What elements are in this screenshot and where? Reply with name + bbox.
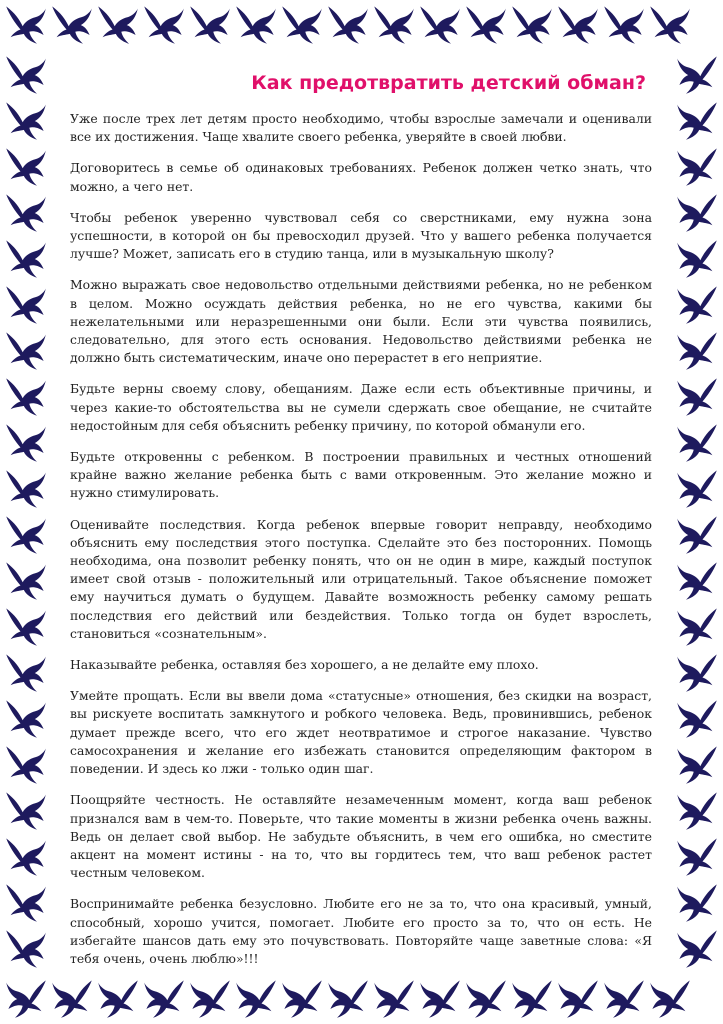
swallow-bird-icon xyxy=(190,6,230,43)
swallow-bird-icon xyxy=(677,838,717,875)
swallow-bird-icon xyxy=(558,6,598,43)
swallow-bird-icon xyxy=(374,980,414,1017)
swallow-bird-icon xyxy=(677,424,717,461)
swallow-bird-icon xyxy=(98,6,138,43)
swallow-bird-icon xyxy=(6,470,46,507)
swallow-bird-icon xyxy=(6,6,46,43)
paragraph: Договоритесь в семье об одинаковых требованиях. Ребенок должен четко знать, что можно, а чего нет. xyxy=(70,160,652,194)
swallow-bird-icon xyxy=(6,286,46,323)
swallow-bird-icon xyxy=(6,608,46,645)
swallow-bird-icon xyxy=(677,286,717,323)
swallow-bird-icon xyxy=(236,6,276,43)
swallow-bird-icon xyxy=(6,930,46,967)
swallow-bird-icon xyxy=(677,654,717,691)
swallow-bird-icon xyxy=(374,6,414,43)
swallow-bird-icon xyxy=(144,980,184,1017)
swallow-bird-icon xyxy=(677,378,717,415)
swallow-bird-icon xyxy=(420,6,460,43)
swallow-bird-icon xyxy=(466,980,506,1017)
swallow-bird-icon xyxy=(677,516,717,553)
swallow-bird-icon xyxy=(282,980,322,1017)
paragraph: Будьте верны своему слову, обещаниям. Даже если есть объективные причины, и через какие-то обстоятельства вы не сумели сдержать свое обещание, не считайте недостойным для себя объяснить ребенку причину, по которой обманули его. xyxy=(70,381,652,433)
swallow-bird-icon xyxy=(236,980,276,1017)
swallow-bird-icon xyxy=(677,148,717,185)
paragraph-list xyxy=(70,110,652,968)
swallow-bird-icon xyxy=(604,6,644,43)
swallow-bird-icon xyxy=(328,980,368,1017)
swallow-bird-icon xyxy=(512,980,552,1017)
paragraph: Будьте откровенны с ребенком. В построении правильных и честных отношений крайне важно желание ребенка быть с вами откровенным. Это желание можно и нужно стимулировать. xyxy=(70,449,652,501)
swallow-bird-icon xyxy=(6,746,46,783)
swallow-bird-icon xyxy=(6,378,46,415)
swallow-bird-icon xyxy=(144,6,184,43)
swallow-bird-icon xyxy=(677,792,717,829)
page-title: Как предотвратить детский обман? xyxy=(251,72,646,94)
paragraph: Оценивайте последствия. Когда ребенок впервые говорит неправду, необходимо объяснить ему последствия этого поступка. Сделайте это без посторонних. Помощь необходима, она позволит ребенку понять, что он не один в мире, каждый поступок имеет свой отзыв - положительный или отрицательный. Такое объяснение поможет ему научиться думать о будущем. Давайте возможность ребенку самому решать последствия его действий или бездействия. Только тогда он будет взрослеть, становиться «сознательным». xyxy=(70,516,652,641)
swallow-bird-icon xyxy=(6,424,46,461)
swallow-bird-icon xyxy=(6,562,46,599)
swallow-bird-icon xyxy=(6,194,46,231)
swallow-bird-icon xyxy=(6,838,46,875)
swallow-bird-icon xyxy=(6,240,46,277)
swallow-bird-icon xyxy=(6,884,46,921)
swallow-bird-icon xyxy=(677,332,717,369)
swallow-bird-icon xyxy=(98,980,138,1017)
swallow-bird-icon xyxy=(677,884,717,921)
swallow-bird-icon xyxy=(6,332,46,369)
swallow-bird-icon xyxy=(190,980,230,1017)
swallow-bird-icon xyxy=(6,700,46,737)
swallow-bird-icon xyxy=(466,6,506,43)
swallow-bird-icon xyxy=(282,6,322,43)
swallow-bird-icon xyxy=(677,240,717,277)
swallow-bird-icon xyxy=(52,980,92,1017)
swallow-bird-icon xyxy=(558,980,598,1017)
swallow-bird-icon xyxy=(6,654,46,691)
swallow-bird-icon xyxy=(677,56,717,93)
paragraph: Уже после трех лет детям просто необходимо, чтобы взрослые замечали и оценивали все их достижения. Чаще хвалите своего ребенка, уверяйте в своей любви. xyxy=(70,111,652,145)
article xyxy=(70,72,652,981)
swallow-bird-icon xyxy=(677,102,717,139)
swallow-bird-icon xyxy=(328,6,368,43)
swallow-bird-icon xyxy=(677,700,717,737)
swallow-bird-icon xyxy=(6,516,46,553)
swallow-bird-icon xyxy=(512,6,552,43)
swallow-bird-icon xyxy=(52,6,92,43)
swallow-bird-icon xyxy=(677,562,717,599)
swallow-bird-icon xyxy=(677,930,717,967)
paragraph: Наказывайте ребенка, оставляя без хорошего, а не делайте ему плохо. xyxy=(70,657,539,673)
swallow-bird-icon xyxy=(650,6,690,43)
paragraph: Воспринимайте ребенка безусловно. Любите его не за то, что она красивый, умный, способный, хорошо учится, помогает. Любите его просто за то, что он есть. Не избегайте шансов дать ему это почувствовать. Повторяйте чаще заветные слова: «Я тебя очень, очень люблю»!!! xyxy=(70,896,652,966)
swallow-bird-icon xyxy=(677,470,717,507)
swallow-bird-icon xyxy=(677,746,717,783)
swallow-bird-icon xyxy=(6,792,46,829)
swallow-bird-icon xyxy=(6,980,46,1017)
swallow-bird-icon xyxy=(6,102,46,139)
swallow-bird-icon xyxy=(6,148,46,185)
paragraph: Можно выражать свое недовольство отдельными действиями ребенка, но не ребенком в целом. Можно осуждать действия ребенка, но не его чувства, какими бы нежелательными или неразрешенными они были. Если эти чувства появились, следовательно, для этого есть основания. Недовольство действиями ребенка не должно быть систематическим, иначе оно перерастет в его неприятие. xyxy=(70,277,652,366)
paragraph: Поощряйте честность. Не оставляйте незамеченным момент, когда ваш ребенок признался вам в чем-то. Поверьте, что такие моменты в жизни ребенка очень важны. Ведь он делает свой выбор. Не забудьте объяснить, в чем его ошибка, но сместите акцент на момент истины - на то, что вы гордитесь тем, что ваш ребенок растет честным человеком. xyxy=(70,792,652,881)
paragraph: Умейте прощать. Если вы ввели дома «статусные» отношения, без скидки на возраст, вы рискуете воспитать замкнутого и робкого человека. Ведь, провинившись, ребенок думает прежде всего, что его ждет неотвратимое и строгое наказание. Чувство самосохранения и желание его избежать становится определяющим фактором в поведении. И здесь ко лжи - только один шаг. xyxy=(70,688,652,777)
swallow-bird-icon xyxy=(677,194,717,231)
swallow-bird-icon xyxy=(420,980,460,1017)
swallow-bird-icon xyxy=(6,56,46,93)
swallow-bird-icon xyxy=(650,980,690,1017)
paragraph: Чтобы ребенок уверенно чувствовал себя со сверстниками, ему нужна зона успешности, в которой он бы превосходил друзей. Что у вашего ребенка получается лучше? Может, записать его в студию танца, или в музыкальную школу? xyxy=(70,209,652,262)
swallow-bird-icon xyxy=(677,608,717,645)
swallow-bird-icon xyxy=(604,980,644,1017)
